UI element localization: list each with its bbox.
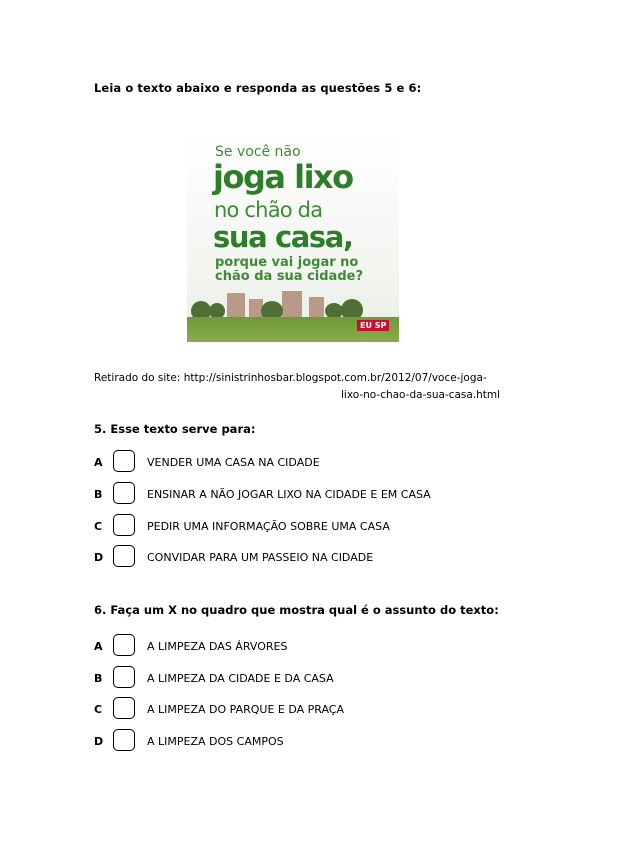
answer-checkbox[interactable] (113, 545, 135, 567)
building-shape (309, 297, 324, 319)
poster-line: no chão da (214, 198, 323, 222)
question-5-title: 5. Esse texto serve para: (94, 422, 256, 436)
option-letter: A (94, 456, 103, 469)
option-text: ENSINAR A NÃO JOGAR LIXO NA CIDADE E EM CASA (147, 488, 431, 501)
poster-line: sua casa, (213, 220, 353, 254)
building-shape (227, 293, 245, 319)
option-text: VENDER UMA CASA NA CIDADE (147, 456, 320, 469)
option-letter: D (94, 551, 104, 564)
poster-line: chão da sua cidade? (215, 269, 363, 284)
option-letter: C (94, 520, 103, 533)
option-text: A LIMPEZA DO PARQUE E DA PRAÇA (147, 703, 345, 716)
source-line-2: lixo-no-chao-da-sua-casa.html (341, 389, 501, 401)
option-letter: B (94, 672, 103, 685)
option-letter: A (94, 640, 103, 653)
poster-line: Se você não (215, 144, 301, 160)
option-letter: B (94, 488, 103, 501)
answer-checkbox[interactable] (113, 634, 135, 656)
answer-checkbox[interactable] (113, 514, 135, 536)
campaign-poster-image (187, 133, 399, 342)
answer-checkbox[interactable] (113, 450, 135, 472)
answer-checkbox[interactable] (113, 482, 135, 504)
option-text: A LIMPEZA DOS CAMPOS (147, 735, 284, 748)
poster-line: porque vai jogar no (215, 255, 359, 270)
answer-checkbox[interactable] (113, 697, 135, 719)
building-shape (282, 291, 302, 319)
eu-sp-logo: EU SP (357, 320, 389, 331)
option-text: CONVIDAR PARA UM PASSEIO NA CIDADE (147, 551, 374, 564)
option-text: A LIMPEZA DA CIDADE E DA CASA (147, 672, 334, 685)
option-letter: C (94, 703, 103, 716)
option-text: A LIMPEZA DAS ÁRVORES (147, 640, 288, 653)
option-text: PEDIR UMA INFORMAÇÃO SOBRE UMA CASA (147, 520, 390, 533)
question-6-title: 6. Faça um X no quadro que mostra qual é o assunto do texto: (94, 603, 499, 617)
instruction-text: Leia o texto abaixo e responda as questões 5 e 6: (94, 81, 422, 95)
answer-checkbox[interactable] (113, 729, 135, 751)
answer-checkbox[interactable] (113, 666, 135, 688)
poster-line: joga lixo (213, 158, 353, 196)
option-letter: D (94, 735, 104, 748)
source-line-1: Retirado do site: http://sinistrinhosbar.blogspot.com.br/2012/07/voce-joga- (94, 372, 487, 384)
